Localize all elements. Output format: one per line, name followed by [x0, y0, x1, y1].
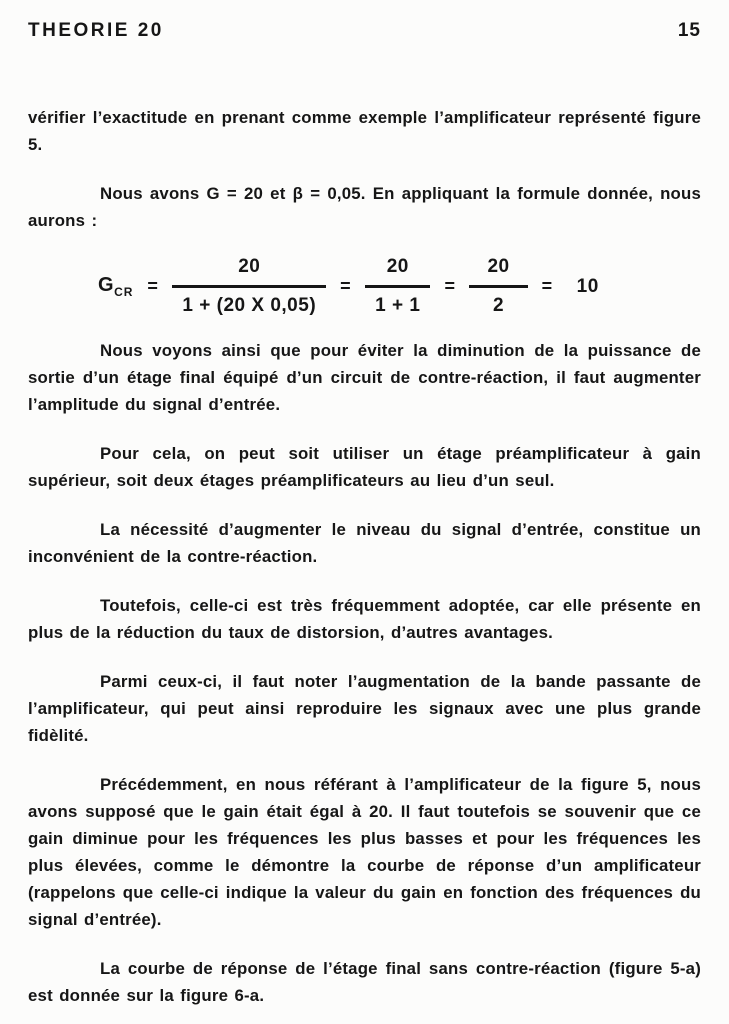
body-text [28, 104, 701, 1009]
paragraph-bande-passante: Parmi ceux-ci, il faut noter l’augmentation de la bande passante de l’amplificateur, qui peut ainsi reproduire les signaux avec une plus grande fidèlité. [28, 672, 701, 745]
paragraph-gain-values: Nous avons G = 20 et β = 0,05. En appliquant la formule donnée, nous aurons : [28, 184, 701, 230]
paragraph-inconvenient: La nécessité d’augmenter le niveau du signal d’entrée, constitue un inconvénient de la contre-réaction. [28, 520, 701, 566]
fraction-3 [469, 256, 527, 317]
paragraph-power-loss: Nous voyons ainsi que pour éviter la diminution de la puissance de sortie d’un étage final équipé d’un circuit de contre-réaction, il faut augmenter l’amplitude du signal d’entrée. [28, 341, 701, 414]
fraction-1-numerator: 20 [172, 256, 326, 288]
page-number: 15 [677, 20, 701, 41]
equals-sign: = [340, 276, 352, 296]
formula-result: 10 [576, 275, 599, 297]
paragraph-continuation: vérifier l’exactitude en prenant comme exemple l’amplificateur représenté figure 5. [28, 108, 701, 154]
paragraph-courbe-reponse: Précédemment, en nous référant à l’amplificateur de la figure 5, nous avons supposé que le gain était égal à 20. Il faut toutefois se souvenir que ce gain diminue pour les fréquences les plus basses et pour les fréquences les plus élevées, comme le démontre la courbe de réponse d’un amplificateur (rappelons que celle-ci indique la valeur du gain en fonction des fréquences du signal d’entrée). [28, 775, 701, 929]
formula-lhs-subscript: CR [114, 285, 134, 299]
equals-sign: = [147, 276, 159, 296]
formula-lhs [98, 274, 133, 299]
fraction-1 [172, 256, 326, 317]
page-header [28, 20, 701, 42]
paragraph-toutefois: Toutefois, celle-ci est très fréquemment adoptée, car elle présente en plus de la réduction du taux de distorsion, d’autres avantages. [28, 596, 701, 642]
equals-sign: = [444, 276, 456, 296]
equals-sign: = [541, 276, 553, 296]
fraction-2-numerator: 20 [365, 256, 430, 288]
fraction-2-denominator: 1 + 1 [375, 295, 421, 316]
fraction-1-denominator: 1 + (20 X 0,05) [182, 295, 317, 316]
section-title: THEORIE 20 [28, 20, 164, 41]
gain-formula [98, 256, 701, 317]
paragraph-figure-6a: La courbe de réponse de l’étage final sans contre-réaction (figure 5-a) est donnée sur la figure 6-a. [28, 959, 701, 1005]
formula-lhs-base: G [98, 274, 115, 296]
fraction-3-numerator: 20 [469, 256, 527, 288]
fraction-2 [365, 256, 430, 317]
paragraph-preamplifier: Pour cela, on peut soit utiliser un étage préamplificateur à gain supérieur, soit deux étages préamplificateurs au lieu d’un seul. [28, 444, 701, 490]
fraction-3-denominator: 2 [493, 295, 505, 316]
